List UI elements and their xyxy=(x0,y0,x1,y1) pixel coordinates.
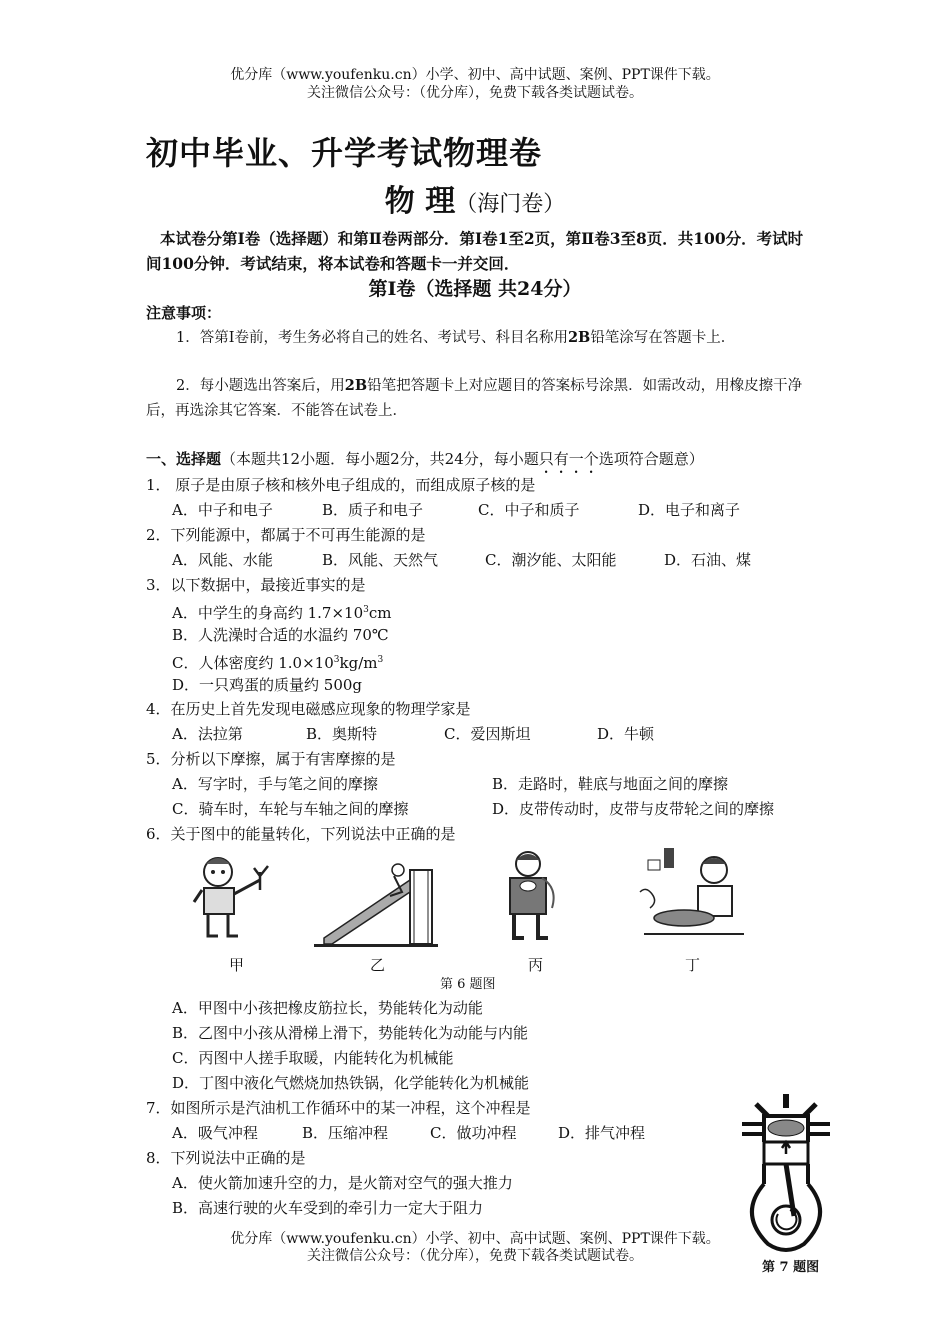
q3-option-a: A．中学生的身高约 $1.7\times 10^3cm$ xyxy=(172,604,392,622)
q7-option-b: B．压缩冲程 xyxy=(302,1124,389,1142)
q6-option-b: B．乙图中小孩从滑梯上滑下，势能转化为动能与内能 xyxy=(172,1024,529,1042)
q2-option-a: A．风能、水能 xyxy=(172,551,273,569)
q1-option-d: D．电子和离子 xyxy=(638,501,741,519)
notice-heading: 注意事项： xyxy=(146,304,222,322)
figure-7-caption: 第 7 题图 xyxy=(762,1260,820,1275)
figure-label-yi: 乙 xyxy=(370,956,386,974)
q3-stem: 3．以下数据中，最接近事实的是 xyxy=(146,576,366,594)
footer-line-1: 优分库（www.youfenku.cn）小学、初中、高中试题、案例、PPT课件下载。 xyxy=(230,1231,720,1247)
q4-option-c: C．爱因斯坦 xyxy=(444,725,531,743)
q3-option-d: D．一只鸡蛋的质量约 500g xyxy=(172,676,363,694)
q5-option-b: B．走路时，鞋底与地面之间的摩擦 xyxy=(492,775,729,793)
q2-option-d: D．石油、煤 xyxy=(664,551,752,569)
q6-option-d: D．丁图中液化气燃烧加热铁锅，化学能转化为机械能 xyxy=(172,1074,530,1092)
q7-option-a: A．吸气冲程 xyxy=(172,1124,258,1142)
q4-option-a: A．法拉第 xyxy=(172,725,243,743)
q1-option-b: B．质子和电子 xyxy=(322,501,424,519)
figure-jia-slingshot-child xyxy=(188,850,280,946)
exam-subtitle xyxy=(0,176,950,220)
q6-stem: 6．关于图中的能量转化，下列说法中正确的是 xyxy=(146,825,456,843)
q5-option-d: D．皮带传动时，皮带与皮带轮之间的摩擦 xyxy=(492,800,775,818)
notice-item-1: 1．答第Ⅰ卷前，考生务必将自己的姓名、考试号、科目名称用2B铅笔涂写在答题卡上． xyxy=(176,329,736,346)
q2-option-c: C．潮汐能、太阳能 xyxy=(485,551,617,569)
figure-bing-rubbing-hands xyxy=(498,848,562,948)
q7-option-c: C．做功冲程 xyxy=(430,1124,517,1142)
subject-name: 物 理 xyxy=(384,184,456,219)
figure-label-jia: 甲 xyxy=(229,956,245,974)
header-line-2: 关注微信公众号：（优分库），免费下载各类试题试卷。 xyxy=(307,85,643,101)
figure-6-caption: 第 6 题图 xyxy=(440,977,496,992)
figure-label-bing: 丙 xyxy=(528,956,544,974)
intro-paragraph: 本试卷分第Ⅰ卷（选择题）和第Ⅱ卷两部分．第Ⅰ卷1至2页，第Ⅱ卷3至8页．共100分．考试时间100分钟．考试结束，将本试卷和答题卡一并交回． xyxy=(146,229,804,273)
q3-option-c: C．人体密度约 $1.0\times 10^3kg/m^3$ xyxy=(172,654,384,672)
q6-option-c: C．丙图中人搓手取暖，内能转化为机械能 xyxy=(172,1049,454,1067)
q8-option-a: A．使火箭加速升空的力，是火箭对空气的强大推力 xyxy=(172,1174,513,1192)
q8-option-b: B．高速行驶的火车受到的牵引力一定大于阻力 xyxy=(172,1199,484,1217)
q7-stem: 7．如图所示是汽油机工作循环中的某一冲程，这个冲程是 xyxy=(146,1099,531,1117)
q1-option-c: C．中子和质子 xyxy=(478,501,580,519)
q5-stem: 5．分析以下摩擦，属于有害摩擦的是 xyxy=(146,750,396,768)
q4-stem: 4．在历史上首先发现电磁感应现象的物理学家是 xyxy=(146,700,471,718)
q5-option-a: A．写字时，手与笔之间的摩擦 xyxy=(172,775,378,793)
part-1-heading: 一、选择题（本题共12小题．每小题2分，共24分，每小题只有一个选项符合题意） xyxy=(146,450,704,468)
q2-stem: 2．下列能源中，都属于不可再生能源的是 xyxy=(146,526,426,544)
figure-label-ding: 丁 xyxy=(685,956,701,974)
subtitle-paren: （海门卷） xyxy=(455,192,566,217)
notice-item-2: 2．每小题选出答案后，用2B铅笔把答题卡上对应题目的答案标号涂黑．如需改动，用橡皮擦干净后，再选涂其它答案．不能答在试卷上． xyxy=(146,377,803,419)
figure-ding-cooking xyxy=(636,846,752,944)
footer-line-2: 关注微信公众号：（优分库），免费下载各类试题试卷。 xyxy=(307,1248,643,1264)
q8-stem: 8．下列说法中正确的是 xyxy=(146,1149,306,1167)
q6-option-a: A．甲图中小孩把橡皮筋拉长，势能转化为动能 xyxy=(172,999,483,1017)
section-1-title: 第Ⅰ卷（选择题 共24分） xyxy=(368,278,582,300)
header-line-1: 优分库（www.youfenku.cn）小学、初中、高中试题、案例、PPT课件下载。 xyxy=(230,67,720,83)
q1-option-a: A．中子和电子 xyxy=(172,501,273,519)
exam-title: 初中毕业、升学考试物理卷 xyxy=(146,134,543,172)
q4-option-b: B．奥斯特 xyxy=(306,725,378,743)
q4-option-d: D．牛顿 xyxy=(597,725,655,743)
q1-stem: 1． 原子是由原子核和核外电子组成的，而组成原子核的是 xyxy=(146,476,536,494)
q2-option-b: B．风能、天然气 xyxy=(322,551,439,569)
q3-option-b: B．人洗澡时合适的水温约 70℃ xyxy=(172,626,389,644)
figure-yi-slide xyxy=(314,850,438,948)
q7-option-d: D．排气冲程 xyxy=(558,1124,646,1142)
q5-option-c: C．骑车时，车轮与车轴之间的摩擦 xyxy=(172,800,409,818)
